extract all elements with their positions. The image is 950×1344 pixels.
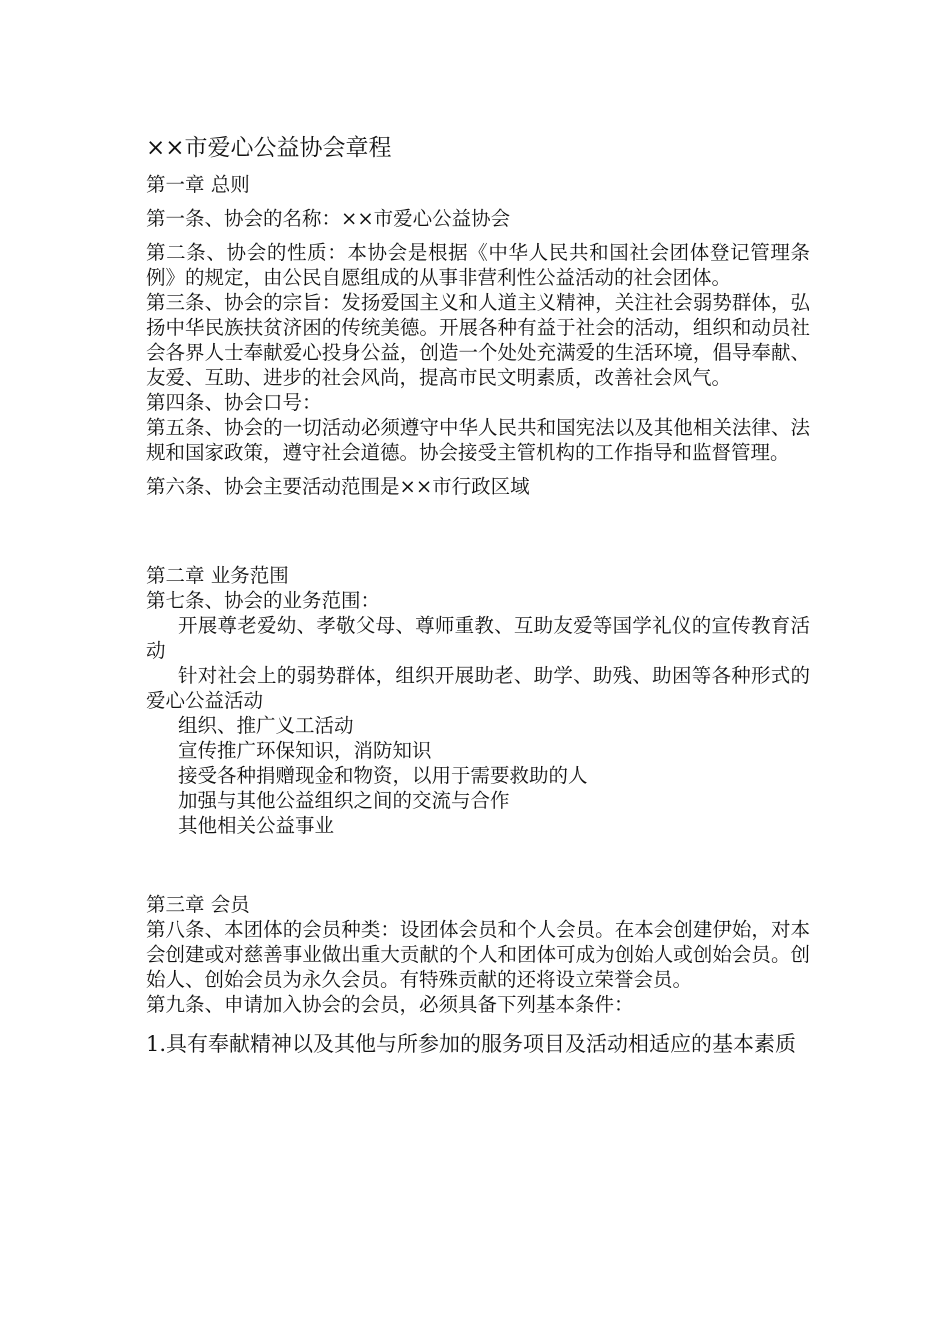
business-item-5: 接受各种捐赠现金和物资，以用于需要救助的人 — [178, 764, 588, 787]
article-6: 第六条、协会主要活动范围是××市行政区域 — [146, 475, 530, 498]
article-3: 第三条、协会的宗旨：发扬爱国主义和人道主义精神，关注社会弱势群体，弘扬中华民族扶贫济困的传统美德。开展各种有益于社会的活动，组织和动员社会各界人士奉献爱心投身公益，创造一个处处充满爱的生活环境，倡导奉献、友爱、互助、进步的社会风尚，提高市民文明素质，改善社会风气。 — [146, 291, 810, 389]
article-1: 第一条、协会的名称：××市爱心公益协会 — [146, 207, 511, 230]
business-item-6: 加强与其他公益组织之间的交流与合作 — [178, 789, 510, 812]
article-8: 第八条、本团体的会员种类：设团体会员和个人会员。在本会创建伊始，对本会创建或对慈善事业做出重大贡献的个人和团体可成为创始人或创始会员。创始人、创始会员为永久会员。有特殊贡献的还将设立荣誉会员。 — [146, 918, 810, 991]
membership-condition-1: 1.具有奉献精神以及其他与所参加的服务项目及活动相适应的基本素质 — [146, 1032, 797, 1056]
document-body — [146, 132, 810, 1063]
business-item-3: 组织、推广义工活动 — [178, 714, 354, 737]
chapter-2-heading: 第二章 业务范围 — [146, 564, 289, 587]
chapter-1-heading: 第一章 总则 — [146, 173, 250, 196]
chapter-3-heading: 第三章 会员 — [146, 893, 250, 916]
article-7: 第七条、协会的业务范围： — [146, 589, 381, 612]
article-9: 第九条、申请加入协会的会员，必须具备下列基本条件： — [146, 993, 634, 1016]
business-item-7: 其他相关公益事业 — [178, 814, 335, 837]
article-2: 第二条、协会的性质：本协会是根据《中华人民共和国社会团体登记管理条例》的规定，由公民自愿组成的从事非营利性公益活动的社会团体。 — [146, 241, 810, 289]
article-4: 第四条、协会口号： — [146, 391, 322, 414]
document-title: ××市爱心公益协会章程 — [146, 135, 392, 161]
business-item-2: 针对社会上的弱势群体，组织开展助老、助学、助残、助困等各种形式的爱心公益活动 — [146, 664, 810, 712]
business-item-1: 开展尊老爱幼、孝敬父母、尊师重教、互助友爱等国学礼仪的宣传教育活动 — [146, 614, 810, 662]
article-5: 第五条、协会的一切活动必须遵守中华人民共和国宪法以及其他相关法律、法规和国家政策，遵守社会道德。协会接受主管机构的工作指导和监督管理。 — [146, 416, 810, 464]
business-item-4: 宣传推广环保知识，消防知识 — [178, 739, 432, 762]
